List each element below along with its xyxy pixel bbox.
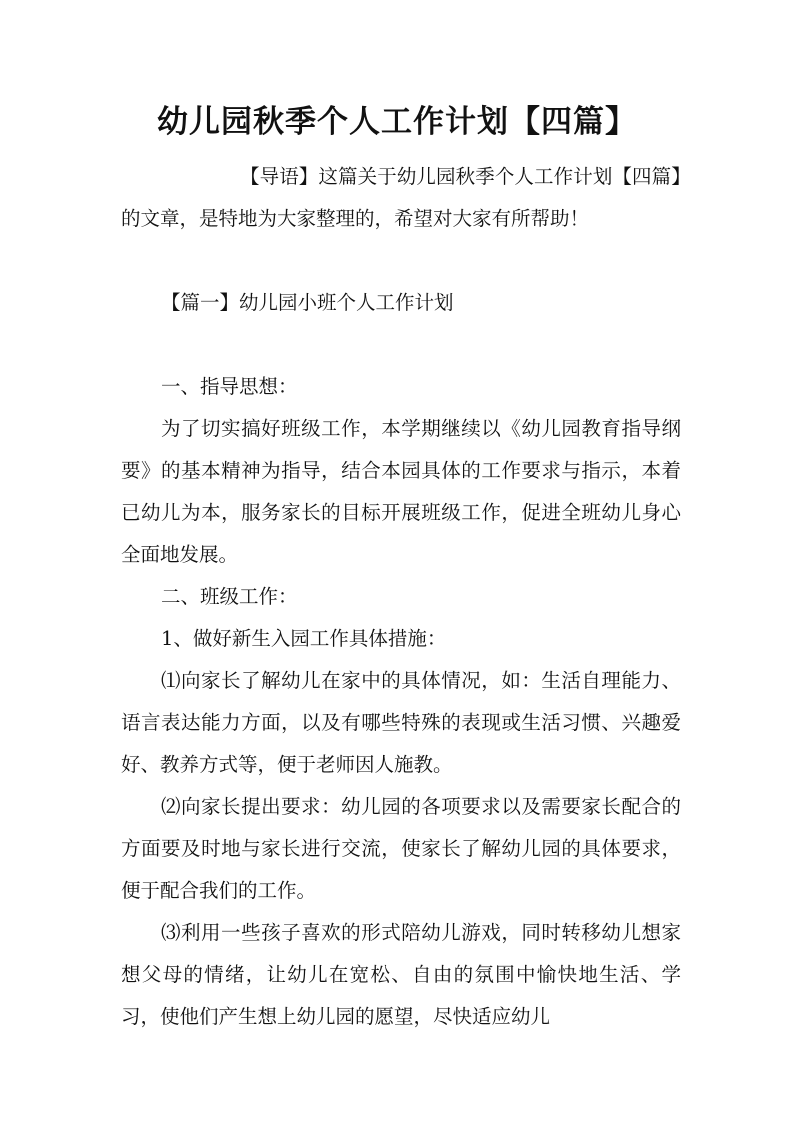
item-point-1: ⑴向家长了解幼儿在家中的具体情况，如：生活自理能力、语言表达能力方面，以及有哪些特殊的表现或生活习惯、兴趣爱好、教养方式等，便于老师因人施教。: [121, 669, 681, 776]
intro-paragraph: 【导语】这篇关于幼儿园秋季个人工作计划【四篇】的文章，是特地为大家整理的，希望对大家有所帮助！: [121, 165, 681, 230]
document-body: [121, 156, 681, 1038]
item-heading-new-students: 1、做好新生入园工作具体措施：: [161, 627, 447, 650]
section-heading-guiding-thought: 一、指导思想：: [161, 375, 298, 398]
spacer: [121, 324, 681, 366]
section-heading-class-work: 二、班级工作：: [161, 585, 298, 608]
item-point-3: ⑶利用一些孩子喜欢的形式陪幼儿游戏，同时转移幼儿想家想父母的情绪，让幼儿在宽松、自由的氛围中愉快地生活、学习，使他们产生想上幼儿园的愿望，尽快适应幼儿: [121, 921, 681, 1028]
item-point-2: ⑵向家长提出要求：幼儿园的各项要求以及需要家长配合的方面要及时地与家长进行交流，使家长了解幼儿园的具体要求，便于配合我们的工作。: [121, 795, 681, 902]
spacer: [121, 240, 681, 282]
document-title: 幼儿园秋季个人工作计划【四篇】: [157, 104, 637, 140]
chapter-heading: 【篇一】幼儿园小班个人工作计划: [161, 291, 454, 314]
section-body-guiding-thought: 为了切实搞好班级工作，本学期继续以《幼儿园教育指导纲要》的基本精神为指导，结合本园具体的工作要求与指示，本着已幼儿为本，服务家长的目标开展班级工作，促进全班幼儿身心全面地发展。: [121, 417, 681, 566]
